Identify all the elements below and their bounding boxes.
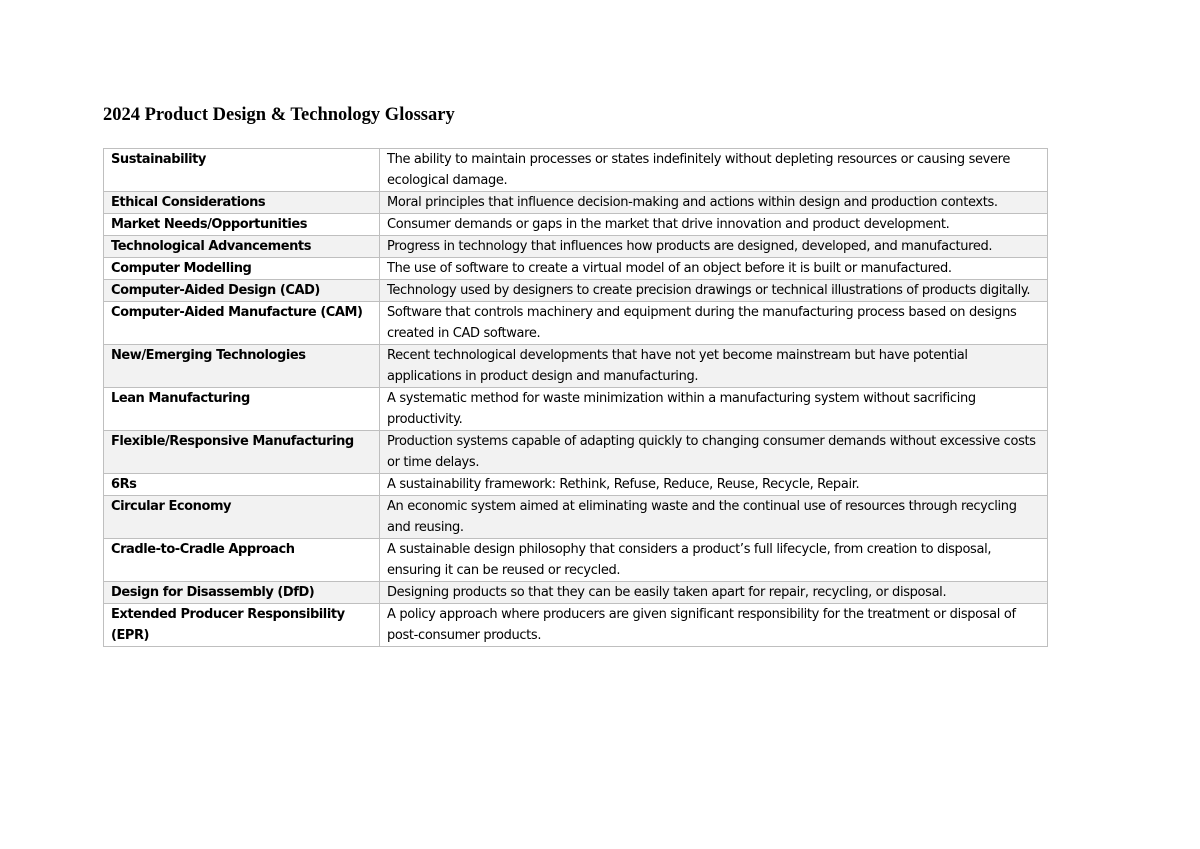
glossary-term: Technological Advancements <box>104 236 380 258</box>
glossary-term: Computer-Aided Manufacture (CAM) <box>104 302 380 345</box>
glossary-definition: The ability to maintain processes or states indefinitely without depleting resources or causing severe ecological damage. <box>380 149 1048 192</box>
glossary-definition: Designing products so that they can be easily taken apart for repair, recycling, or disposal. <box>380 582 1048 604</box>
glossary-term: Circular Economy <box>104 496 380 539</box>
glossary-definition: Technology used by designers to create precision drawings or technical illustrations of products digitally. <box>380 280 1048 302</box>
page-title: 2024 Product Design & Technology Glossary <box>103 105 455 125</box>
table-row <box>104 388 1048 431</box>
glossary-definition: A systematic method for waste minimization within a manufacturing system without sacrificing productivity. <box>380 388 1048 431</box>
glossary-definition: Moral principles that influence decision-making and actions within design and production contexts. <box>380 192 1048 214</box>
glossary-definition: An economic system aimed at eliminating waste and the continual use of resources through recycling and reusing. <box>380 496 1048 539</box>
table-row <box>104 302 1048 345</box>
glossary-definition: A sustainability framework: Rethink, Refuse, Reduce, Reuse, Recycle, Repair. <box>380 474 1048 496</box>
table-row <box>104 149 1048 192</box>
glossary-term: Ethical Considerations <box>104 192 380 214</box>
glossary-definition: A sustainable design philosophy that considers a product’s full lifecycle, from creation to disposal, ensuring it can be reused or recycled. <box>380 539 1048 582</box>
table-row <box>104 474 1048 496</box>
glossary-term: 6Rs <box>104 474 380 496</box>
table-row <box>104 539 1048 582</box>
glossary-term: Flexible/Responsive Manufacturing <box>104 431 380 474</box>
table-row <box>104 345 1048 388</box>
table-row <box>104 236 1048 258</box>
table-row <box>104 214 1048 236</box>
glossary-term: New/Emerging Technologies <box>104 345 380 388</box>
glossary-definition: Recent technological developments that have not yet become mainstream but have potential applications in product design and manufacturing. <box>380 345 1048 388</box>
glossary-definition: A policy approach where producers are given significant responsibility for the treatment or disposal of post-consumer products. <box>380 604 1048 647</box>
table-row <box>104 604 1048 647</box>
glossary-term: Computer-Aided Design (CAD) <box>104 280 380 302</box>
glossary-definition: Consumer demands or gaps in the market that drive innovation and product development. <box>380 214 1048 236</box>
table-row <box>104 280 1048 302</box>
glossary-table <box>103 148 1048 647</box>
glossary-term: Market Needs/Opportunities <box>104 214 380 236</box>
glossary-term: Computer Modelling <box>104 258 380 280</box>
glossary-term: Sustainability <box>104 149 380 192</box>
table-row <box>104 258 1048 280</box>
glossary-term: Design for Disassembly (DfD) <box>104 582 380 604</box>
glossary-definition: Progress in technology that influences how products are designed, developed, and manufactured. <box>380 236 1048 258</box>
glossary-table-body <box>104 149 1048 647</box>
glossary-term: Cradle-to-Cradle Approach <box>104 539 380 582</box>
table-row <box>104 496 1048 539</box>
glossary-term: Extended Producer Responsibility (EPR) <box>104 604 380 647</box>
table-row <box>104 192 1048 214</box>
glossary-definition: Software that controls machinery and equipment during the manufacturing process based on designs created in CAD software. <box>380 302 1048 345</box>
glossary-definition: Production systems capable of adapting quickly to changing consumer demands without excessive costs or time delays. <box>380 431 1048 474</box>
glossary-term: Lean Manufacturing <box>104 388 380 431</box>
glossary-definition: The use of software to create a virtual model of an object before it is built or manufactured. <box>380 258 1048 280</box>
table-row <box>104 431 1048 474</box>
table-row <box>104 582 1048 604</box>
